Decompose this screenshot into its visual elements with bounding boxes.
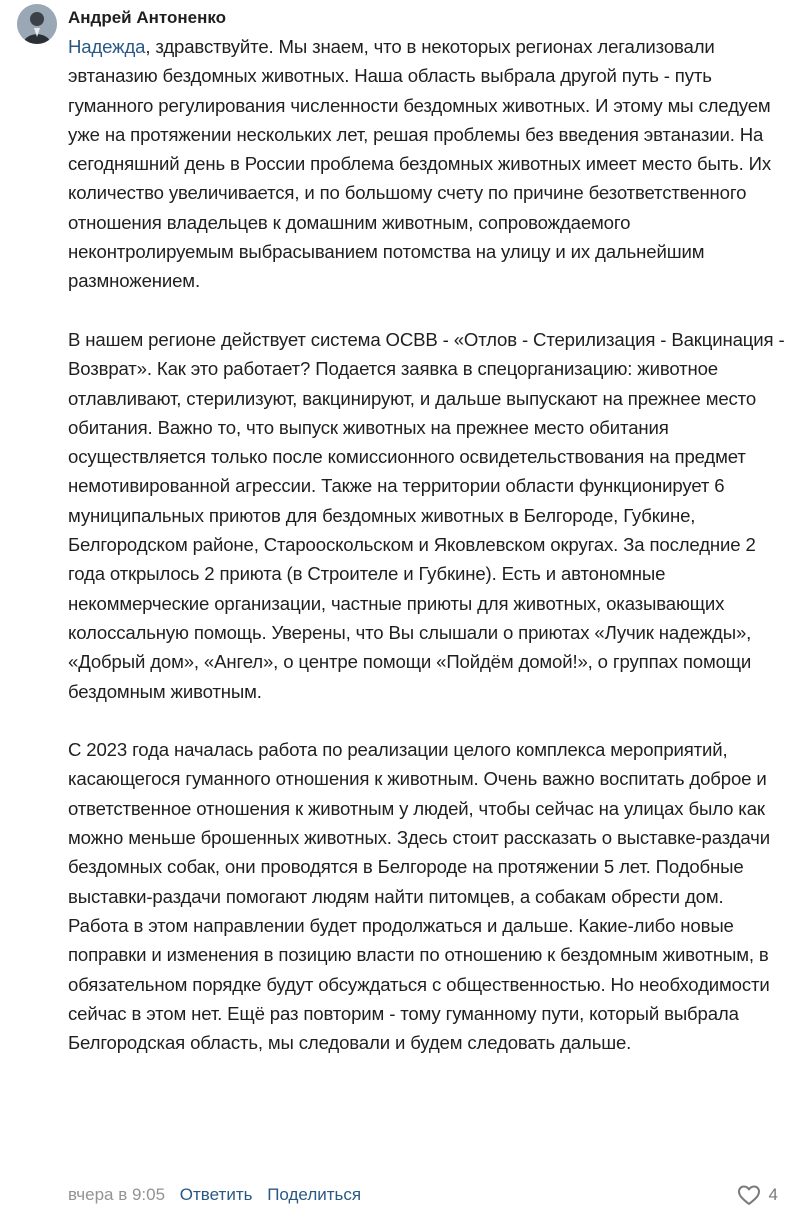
comment-footer: [68, 1182, 786, 1208]
paragraph-3: С 2023 года началась работа по реализации целого комплекса мероприятий, касающегося гуманного отношения к животным. Очень важно воспитать доброе и ответственное отношения к животным у людей, чтобы сейчас на улицах было как можно меньше брошенных животных. Здесь стоит рассказать о выставке-раздачи бездомных собак, они проводятся в Белгороде на протяжении 5 лет. Подобные выставки-раздачи помогают людям найти питомцев, а собакам обрести дом. Работа в этом направлении будет продолжаться и дальше. Какие-либо новые поправки и изменения в позицию власти по отношению к бездомным животным, в обязательном порядке будут обсуждаться с общественностью. Но необходимости сейчас в этом нет. Ещё раз повторим - тому гуманному пути, который выбрала Белгородская область, мы следовали и будем следовать дальше.: [68, 739, 770, 1054]
author-name[interactable]: Андрей Антоненко: [68, 8, 227, 27]
comment-text: [68, 32, 786, 1057]
comment-content: [68, 6, 786, 1057]
like-button[interactable]: [737, 1182, 778, 1208]
comment-date[interactable]: вчера в 9:05: [68, 1185, 166, 1204]
avatar[interactable]: [17, 4, 57, 44]
user-avatar-icon: [17, 4, 57, 44]
heart-icon: [737, 1184, 761, 1206]
paragraph-1-text: , здравствуйте. Мы знаем, что в некоторых регионах легализовали эвтаназию бездомных животных. Наша область выбрала другой путь - путь гуманного регулирования численности бездомных животных. И этому мы следуем уже на протяжении нескольких лет, решая проблемы без введения эвтаназии. На сегодняшний день в России проблема бездомных животных имеет место быть. Их количество увеличивается, и по большому счету по причине безответственного отношения владельцев к домашним животным, сопровождаемого неконтролируемым выбрасыванием потомства на улицу и их дальнейшим размножением.: [68, 36, 771, 292]
paragraph-1: [68, 32, 786, 296]
share-button[interactable]: Поделиться: [267, 1185, 362, 1204]
like-count: 4: [768, 1185, 778, 1204]
paragraph-2: В нашем регионе действует система ОСВВ - «Отлов - Стерилизация - Вакцинация - Возврат». Как это работает? Подается заявка в спецорганизацию: животное отлавливают, стерилизуют, вакцинируют, и дальше выпускают на прежнее место обитания. Важно то, что выпуск животных на прежнее место обитания осуществляется только после комиссионного освидетельствования на предмет немотивированной агрессии. Также на территории области функционирует 6 муниципальных приютов для бездомных животных в Белгороде, Губкине, Белгородском районе, Старооскольском и Яковлевском округах. За последние 2 года открылось 2 приюта (в Строителе и Губкине). Есть и автономные некоммерческие организации, частные приюты для животных, оказывающих колоссальную помощь. Уверены, что Вы слышали о приютах «Лучик надежды», «Добрый дом», «Ангел», о центре помощи «Пойдём домой!», о группах помощи бездомным животным.: [68, 328, 785, 702]
reply-button[interactable]: Ответить: [179, 1185, 253, 1204]
mention-link[interactable]: Надежда: [68, 36, 146, 57]
